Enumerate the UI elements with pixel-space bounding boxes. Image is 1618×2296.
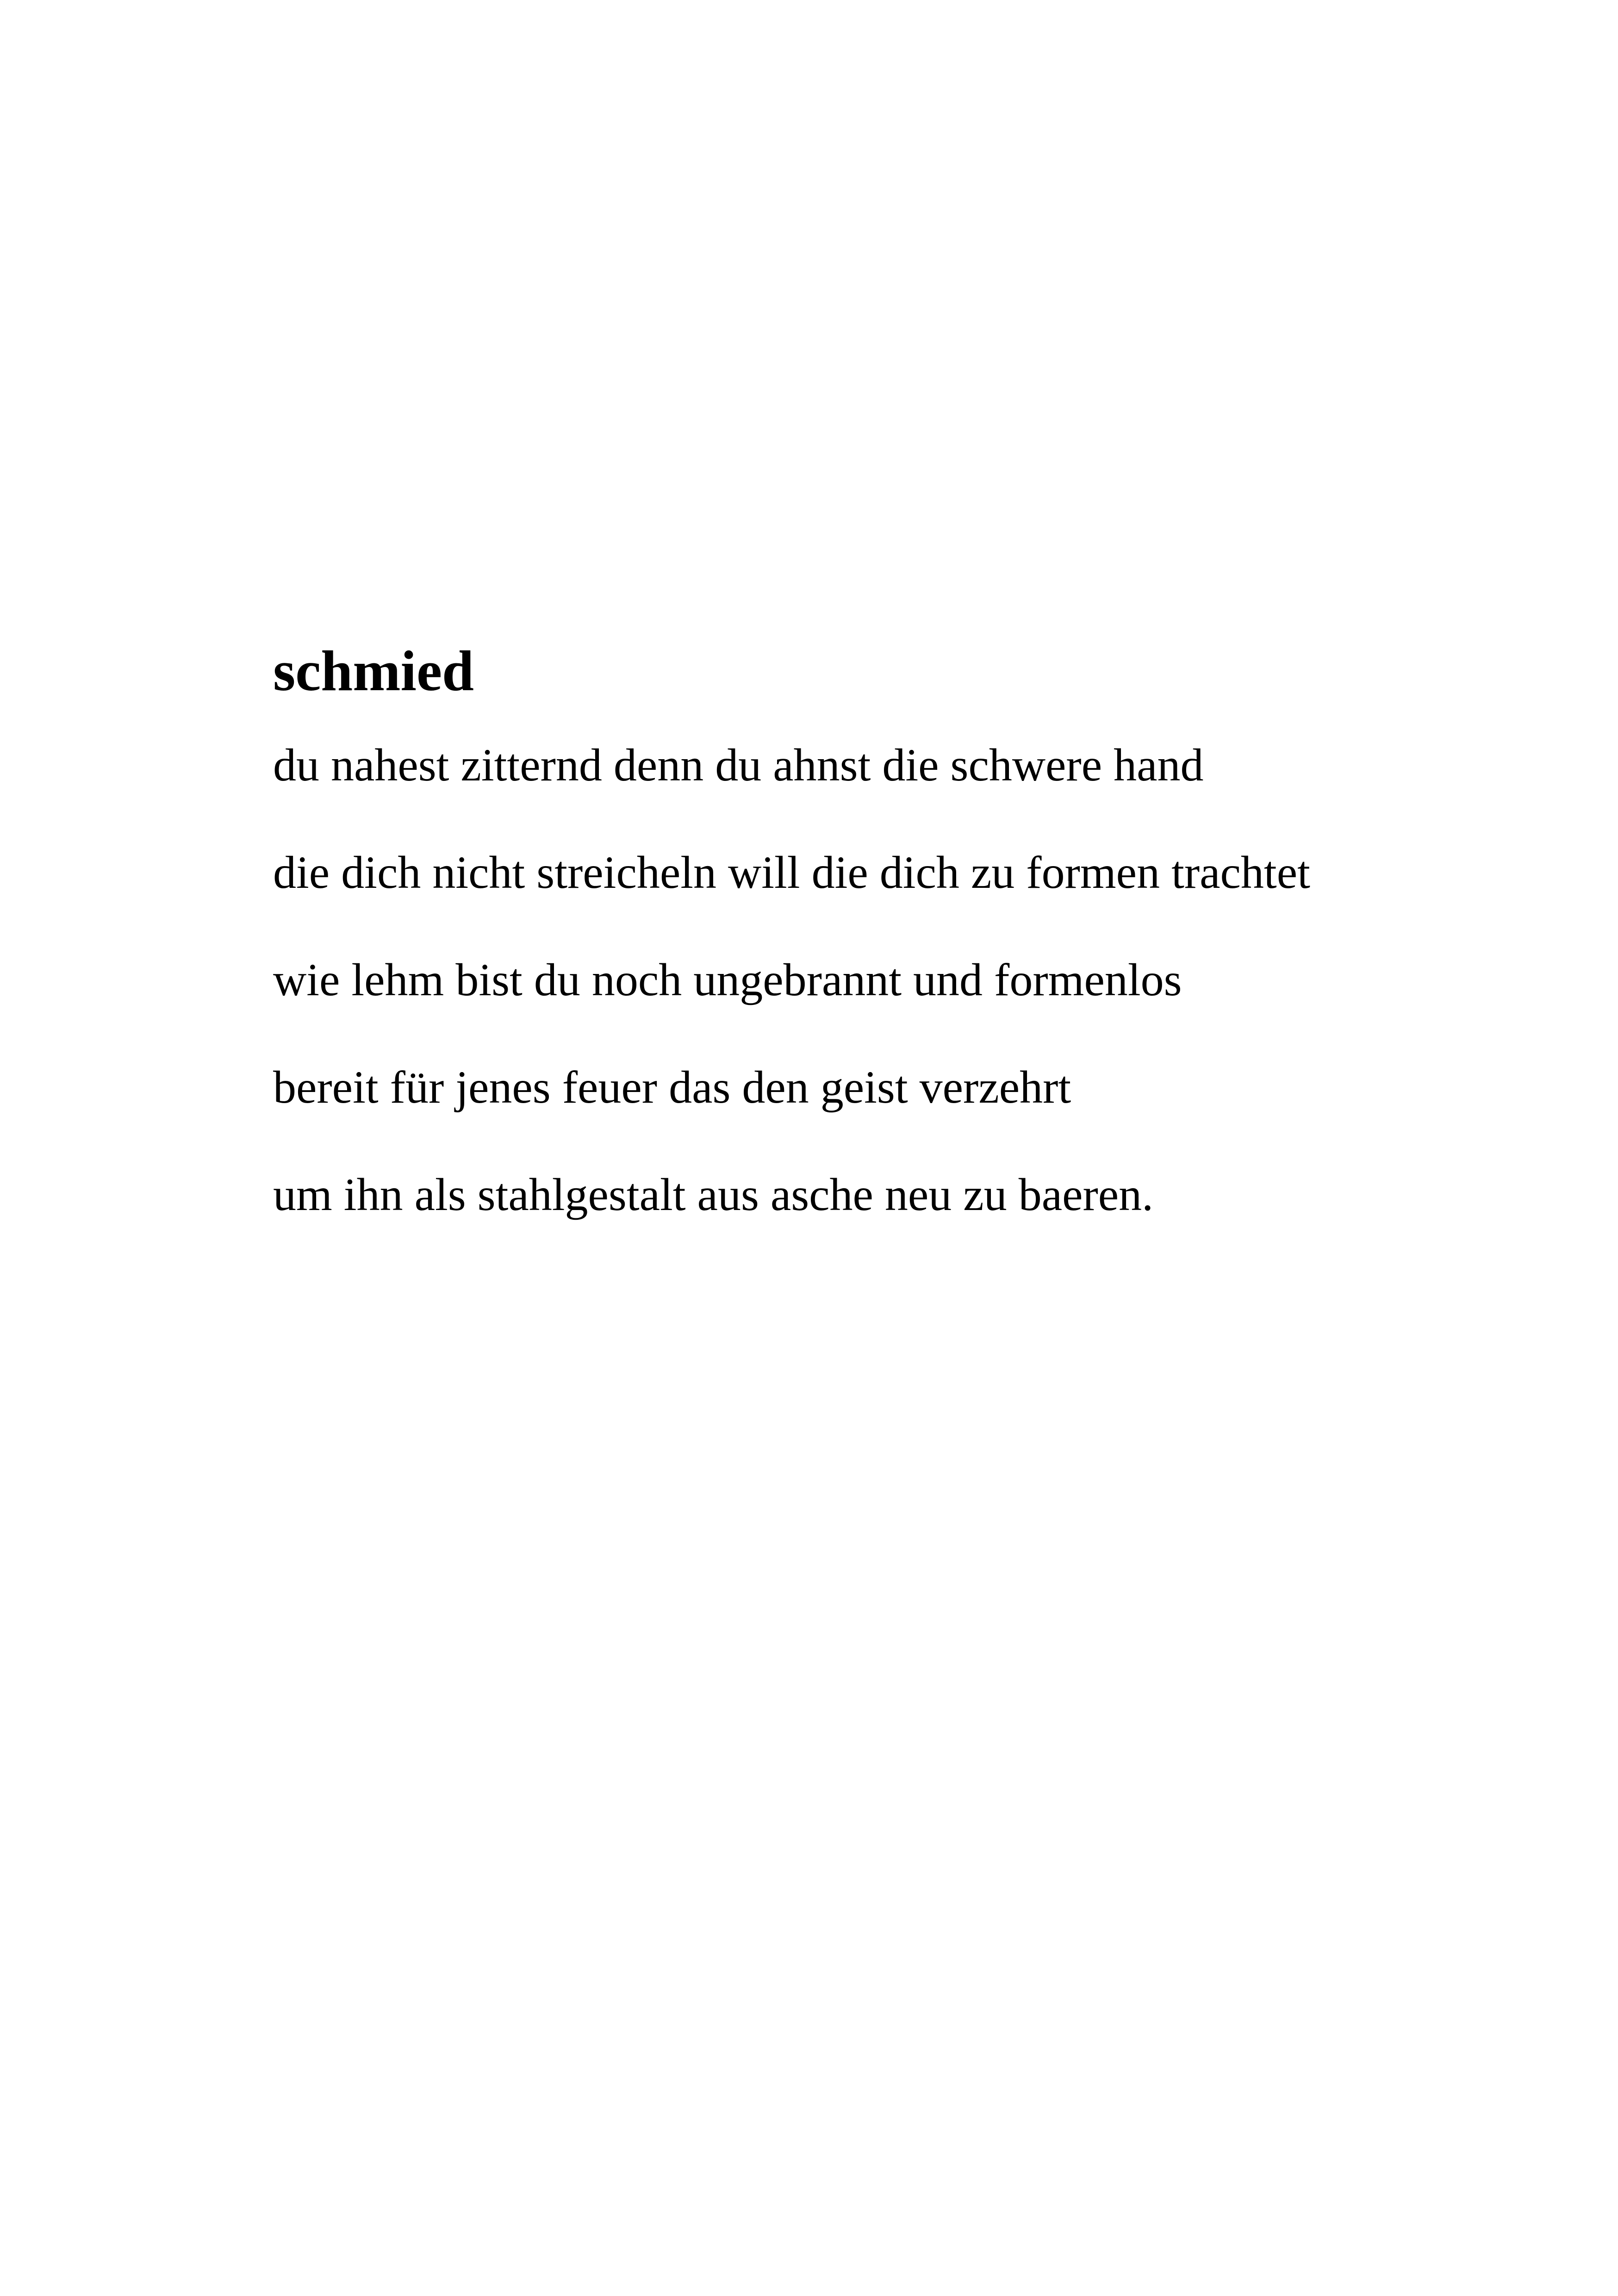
poem-line: wie lehm bist du noch ungebrannt und formenlos (273, 954, 1182, 1005)
poem-lines (273, 735, 1523, 1225)
poem-line: die dich nicht streicheln will die dich zu formen trachtet (273, 847, 1310, 898)
poem (273, 634, 1523, 1272)
poem-line: bereit für jenes feuer das den geist verzehrt (273, 1061, 1071, 1113)
poem-line: du nahest zitternd denn du ahnst die schwere hand (273, 739, 1204, 791)
poem-title: schmied (273, 639, 474, 703)
poem-line: um ihn als stahlgestalt aus asche neu zu baeren. (273, 1169, 1154, 1220)
